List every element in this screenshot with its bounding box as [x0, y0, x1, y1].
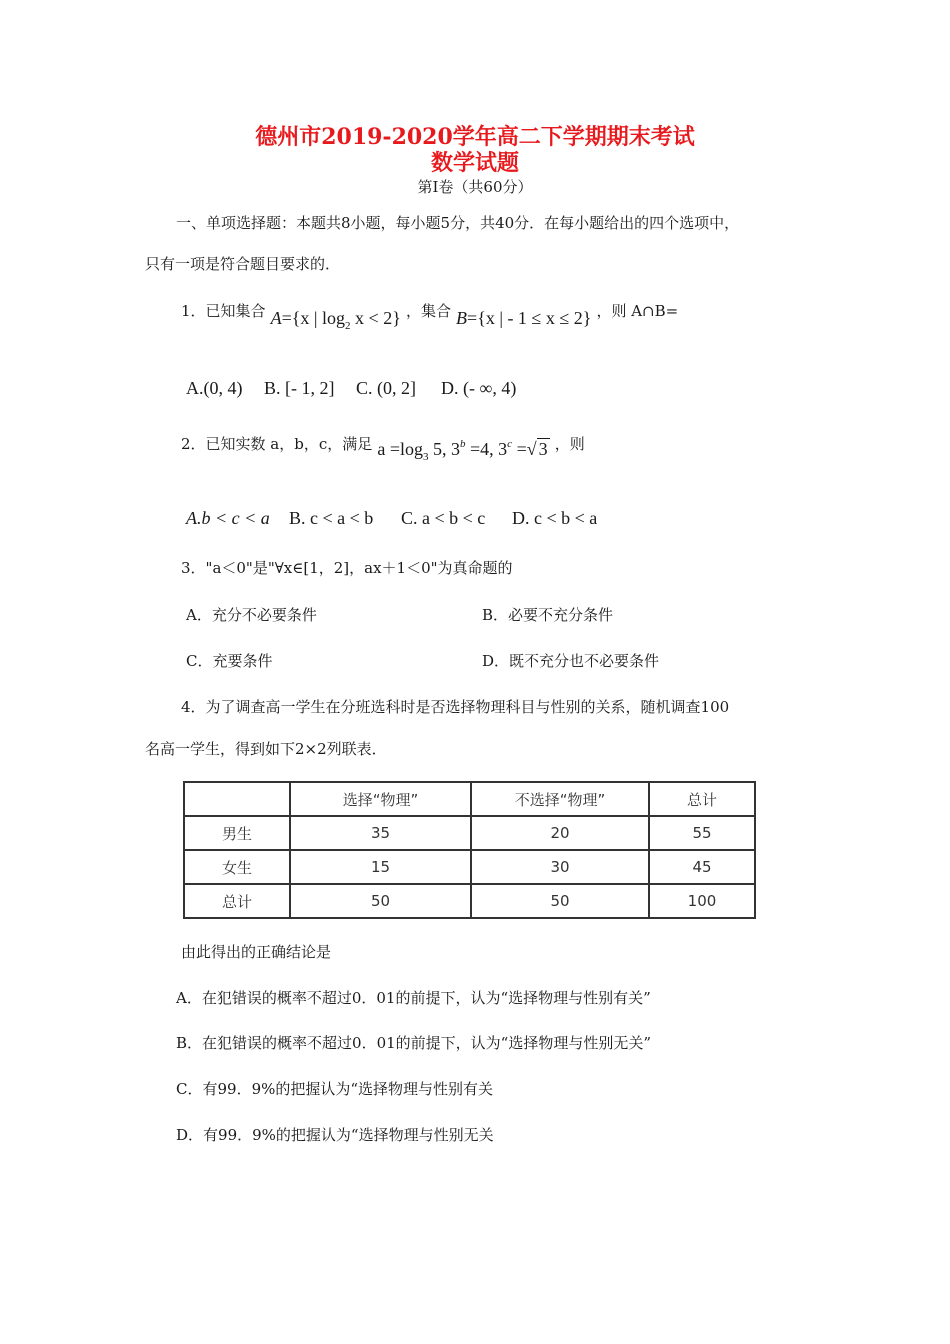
question-2-stem — [181, 432, 585, 463]
q2-option-d: D. c < b < a — [512, 508, 598, 528]
q3-option-d: D．既不充分也不必要条件 — [482, 652, 660, 670]
section-intro-line1: 一、单项选择题：本题共8小题，每小题5分，共40分．在每小题给出的四个选项中， — [176, 214, 740, 232]
q1-option-c: C. (0, 2] — [356, 378, 416, 398]
q1-prefix: 1．已知集合 — [181, 302, 266, 320]
table-header-cell: 不选择“物理” — [471, 782, 649, 816]
table-cell: 55 — [649, 816, 755, 850]
q2-option-b: B. c < a < b — [289, 508, 374, 528]
q3-option-b: B．必要不充分条件 — [482, 606, 614, 624]
table-header-cell: 选择“物理” — [290, 782, 471, 816]
q2-option-c: C. a < b < c — [401, 508, 486, 528]
table-row — [184, 850, 755, 884]
exam-subtitle: 数学试题 — [430, 150, 519, 176]
q2-option-a: A.b < c < a — [186, 508, 270, 528]
question-3-stem: 3．"a＜0"是"∀x∈[1，2]，ax＋1＜0"为真命题的 — [181, 559, 513, 577]
table-cell: 女生 — [184, 850, 290, 884]
q4-option-c: C．有99．9%的把握认为“选择物理与性别有关 — [176, 1080, 494, 1098]
question-1-stem — [181, 300, 679, 332]
q1-set-b: B={x | - 1 ≤ x ≤ 2} — [456, 308, 592, 328]
table-cell: 50 — [290, 884, 471, 918]
table-row — [184, 884, 755, 918]
q4-option-a: A．在犯错误的概率不超过0．01的前提下，认为“选择物理与性别有关” — [176, 989, 651, 1007]
table-header-row — [184, 782, 755, 816]
exam-title: 德州市2019-2020学年高二下学期期末考试 — [255, 124, 695, 150]
q2-prefix: 2．已知实数 a，b，c，满足 — [181, 435, 373, 453]
q4-conclusion-prompt: 由此得出的正确结论是 — [181, 943, 332, 961]
q1-set-a: A={x | $\log_2 x < 2$} — [270, 308, 401, 332]
table-cell: 男生 — [184, 816, 290, 850]
table-cell: 35 — [290, 816, 471, 850]
q3-option-a: A．充分不必要条件 — [186, 606, 317, 624]
q4-option-b: B．在犯错误的概率不超过0．01的前提下，认为“选择物理与性别无关” — [176, 1034, 651, 1052]
question-4-stem-line2: 名高一学生，得到如下2×2列联表． — [145, 740, 387, 758]
q1-option-b: B. [- 1, 2] — [264, 378, 335, 398]
q2-suffix: ，则 — [554, 435, 585, 453]
q1-option-d: D. (- ∞, 4) — [441, 378, 517, 398]
question-4-stem-line1: 4．为了调查高一学生在分班选科时是否选择物理科目与性别的关系，随机调查100 — [181, 698, 730, 716]
table-cell: 45 — [649, 850, 755, 884]
q2-expression: $a =\log_3$ 5, $3^b =4$, $3^c$ =√ 3 — [377, 438, 548, 463]
section-intro-line2: 只有一项是符合题目要求的． — [145, 255, 341, 273]
contingency-table — [183, 781, 756, 919]
table-cell: 总计 — [184, 884, 290, 918]
table-cell: 30 — [471, 850, 649, 884]
table-cell: 20 — [471, 816, 649, 850]
q4-option-d: D．有99．9%的把握认为“选择物理与性别无关 — [176, 1126, 494, 1144]
table-row — [184, 816, 755, 850]
table-cell: 15 — [290, 850, 471, 884]
volume-label: 第Ⅰ卷（共60分） — [417, 178, 533, 196]
table-header-cell — [184, 782, 290, 816]
q1-suffix: ，则 A∩B= — [596, 302, 679, 320]
table-cell: 100 — [649, 884, 755, 918]
q1-option-a: A.(0, 4) — [186, 378, 243, 398]
table-cell: 50 — [471, 884, 649, 918]
q1-mid: ，集合 — [405, 302, 451, 320]
q3-option-c: C．充要条件 — [186, 652, 273, 670]
table-header-cell: 总计 — [649, 782, 755, 816]
